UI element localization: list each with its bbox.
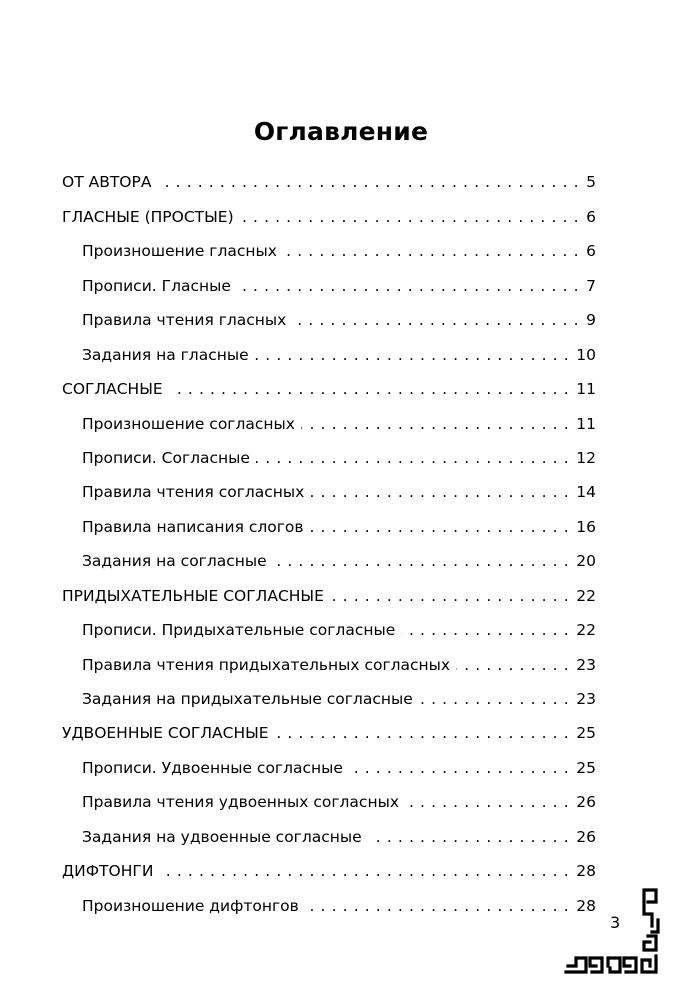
toc-entry-page: 6 (586, 207, 596, 226)
dot-leader (419, 692, 569, 708)
toc-entry (62, 166, 596, 200)
toc-entry-page: 9 (586, 311, 596, 330)
dot-leader (301, 417, 569, 433)
toc-entry (62, 373, 596, 407)
toc-entry (62, 338, 596, 372)
toc-entry (62, 855, 596, 889)
toc-entry (62, 786, 596, 820)
fret-pattern-ornament-icon (560, 880, 664, 980)
dot-leader (405, 795, 569, 811)
toc-entry-label: СОГЛАСНЫЕ (62, 380, 163, 399)
dot-leader (292, 313, 579, 329)
toc-entry-label: ГЛАСНЫЕ (ПРОСТЫЕ) (62, 207, 234, 226)
toc-entry-label: Правила написания слогов (82, 517, 304, 536)
toc-entry (62, 510, 596, 544)
toc-entry-page: 22 (576, 586, 596, 605)
toc-entry-page: 25 (576, 758, 596, 777)
toc-entry-page: 6 (586, 242, 596, 261)
toc-entry-page: 26 (576, 793, 596, 812)
toc-entry-page: 16 (576, 517, 596, 536)
dot-leader (275, 726, 570, 742)
toc-entry-page: 10 (576, 345, 596, 364)
dot-leader (283, 244, 579, 260)
toc-entry-page: 23 (576, 690, 596, 709)
toc-entry-page: 25 (576, 724, 596, 743)
toc-entry-label: Произношение согласных (82, 414, 295, 433)
toc-entry (62, 235, 596, 269)
toc-entry-page: 23 (576, 655, 596, 674)
toc-entry-label: Произношение дифтонгов (82, 896, 299, 915)
toc-entry-label: Задания на гласные (82, 345, 249, 364)
dot-leader (456, 658, 569, 674)
dot-leader (401, 623, 569, 639)
dot-leader (255, 348, 570, 364)
toc-entry-page: 7 (586, 276, 596, 295)
toc-entry-page: 5 (586, 173, 596, 192)
dot-leader (368, 830, 570, 846)
toc-entry-label: УДВОЕННЫЕ СОГЛАСНЫЕ (62, 724, 269, 743)
toc-entry (62, 304, 596, 338)
toc-entry-page: 14 (576, 483, 596, 502)
dot-leader (256, 451, 569, 467)
dot-leader (273, 554, 570, 570)
toc-entry (62, 820, 596, 854)
toc-entry-label: Прописи. Удвоенные согласные (82, 758, 343, 777)
toc-entry (62, 200, 596, 234)
toc-entry-page: 28 (576, 862, 596, 881)
toc-entry (62, 648, 596, 682)
dot-leader (237, 279, 579, 295)
toc-entry-page: 28 (576, 896, 596, 915)
toc-entry-label: Задания на согласные (82, 552, 267, 571)
toc-entry-label: Правила чтения гласных (82, 311, 287, 330)
toc-entry-page: 11 (576, 414, 596, 433)
toc-entry-label: ДИФТОНГИ (62, 862, 154, 881)
toc-entry (62, 751, 596, 785)
toc-entry (62, 717, 596, 751)
toc-entry-label: Прописи. Придыхательные согласные (82, 621, 396, 640)
toc-entry (62, 889, 596, 923)
toc-entry (62, 407, 596, 441)
dot-leader (157, 175, 579, 191)
toc-entry-label: Правила чтения удвоенных согласных (82, 793, 399, 812)
toc-entry-label: Задания на придыхательные согласные (82, 690, 413, 709)
toc-entry-label: ОТ АВТОРА (62, 173, 152, 192)
dot-leader (310, 520, 570, 536)
toc-entry-label: Прописи. Гласные (82, 276, 231, 295)
toc-entry-page: 12 (576, 448, 596, 467)
toc-entry-label: Правила чтения согласных (82, 483, 305, 502)
dot-leader (305, 899, 570, 915)
toc-entry (62, 683, 596, 717)
toc-entry-label: Прописи. Согласные (82, 448, 250, 467)
dot-leader (159, 864, 569, 880)
page-title: Оглавление (253, 117, 429, 146)
dot-leader (240, 210, 579, 226)
toc-entry (62, 614, 596, 648)
toc-entry-label: ПРИДЫХАТЕЛЬНЫЕ СОГЛАСНЫЕ (62, 586, 324, 605)
table-of-contents (62, 166, 596, 924)
toc-entry-page: 26 (576, 827, 596, 846)
toc-entry-page: 11 (576, 380, 596, 399)
toc-entry (62, 442, 596, 476)
dot-leader (310, 485, 569, 501)
toc-entry-page: 22 (576, 621, 596, 640)
dot-leader (169, 382, 570, 398)
toc-entry (62, 579, 596, 613)
toc-entry-label: Правила чтения придыхательных согласных (82, 655, 451, 674)
toc-entry (62, 545, 596, 579)
page-number: 3 (610, 913, 621, 932)
toc-entry (62, 476, 596, 510)
dot-leader (349, 761, 569, 777)
toc-entry-page: 20 (576, 552, 596, 571)
dot-leader (330, 589, 569, 605)
toc-entry-label: Произношение гласных (82, 242, 277, 261)
toc-entry-label: Задания на удвоенные согласные (82, 827, 362, 846)
toc-entry (62, 269, 596, 303)
